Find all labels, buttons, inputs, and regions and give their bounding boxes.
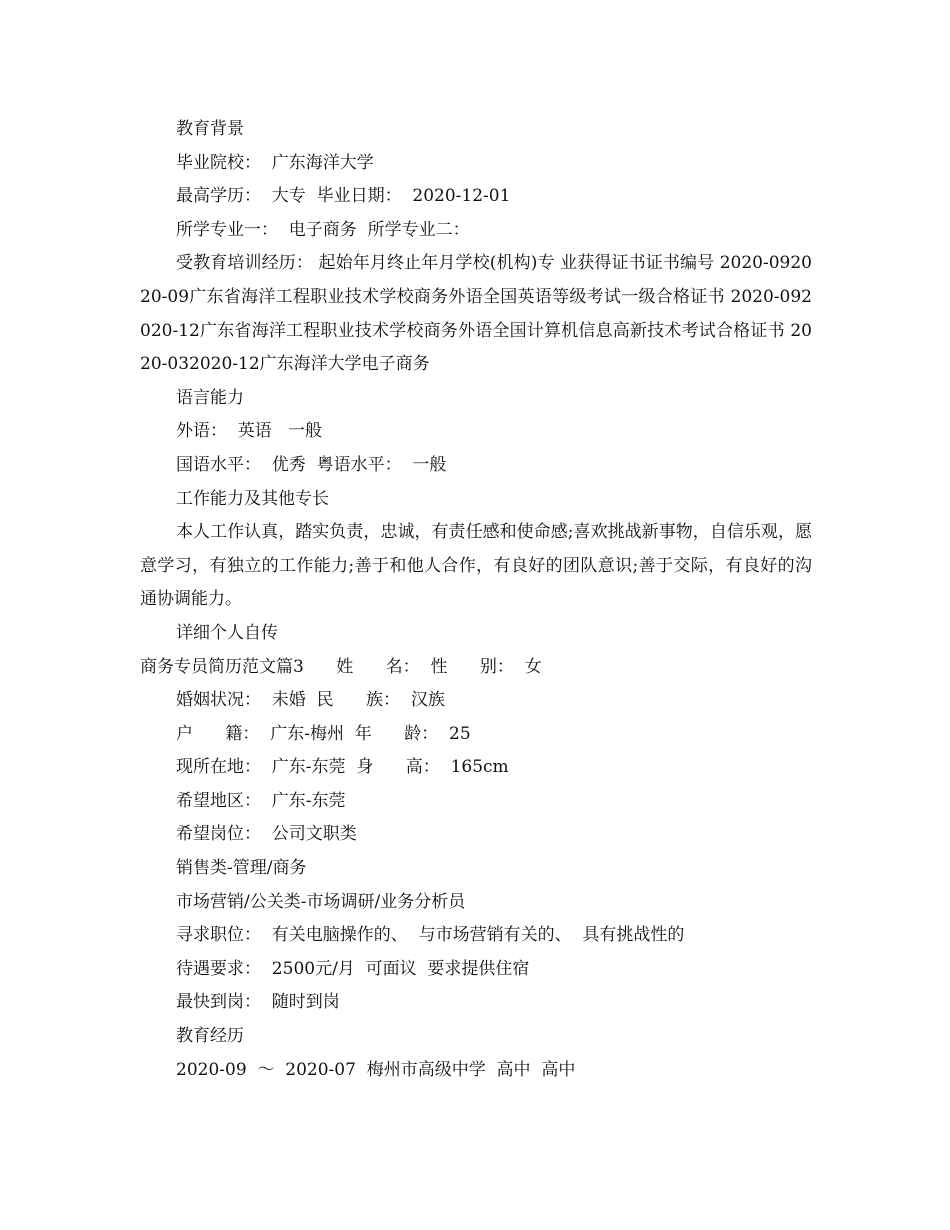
section-heading-education-history: 教育经历 [176,1026,244,1047]
section-heading-personal-statement: 详细个人自传 [176,622,278,643]
desired-region-line: 希望地区： 广东-东莞 [176,790,346,811]
education-history-entry: 2020-09 ～ 2020-07 梅州市高级中学 高中 高中 [176,1059,576,1080]
current-location-line: 现所在地： 广东-东莞 身 高： 165cm [176,757,509,778]
resume-content [140,113,812,1087]
availability-line: 最快到岗： 随时到岗 [176,992,340,1013]
job-seeking-line: 寻求职位： 有关电脑操作的、 与市场营销有关的、 具有挑战性的 [176,925,685,946]
highest-degree-line: 最高学历： 大专 毕业日期： 2020-12-01 [176,186,511,207]
self-evaluation-paragraph: 本人工作认真，踏实负责，忠诚，有责任感和使命感;喜欢挑战新事物，自信乐观，愿意学习，有独立的工作能力;善于和他人合作，有良好的团队意识;善于交际，有良好的沟通协调能力。 [140,522,812,610]
position-category-sales-line: 销售类-管理/商务 [176,858,307,879]
household-registration-line: 户 籍： 广东-梅州 年 龄： 25 [176,723,471,744]
training-experience-paragraph: 受教育培训经历： 起始年月终止年月学校(机构)专 业获得证书证书编号 2020-092020-09广东省海洋工程职业技术学校商务外语全国英语等级考试一级合格证书 2020-092020-12广东省海洋工程职业技术学校商务外语全国计算机信息高新技术考试合格证书 2020-032020-12广东海洋大学电子商务 [140,253,812,375]
desired-position-line: 希望岗位： 公司文职类 [176,824,357,845]
position-category-marketing-line: 市场营销/公关类-市场调研/业务分析员 [176,891,466,912]
salary-requirement-line: 待遇要求： 2500元/月 可面议 要求提供住宿 [176,958,530,979]
marital-status-line: 婚姻状况： 未婚 民 族： 汉族 [176,690,445,711]
section-heading-language-ability: 语言能力 [176,387,244,408]
graduate-school-line: 毕业院校： 广东海洋大学 [176,152,374,173]
major-line: 所学专业一： 电子商务 所学专业二： [176,219,470,240]
dialect-level-line: 国语水平： 优秀 粤语水平： 一般 [176,454,447,475]
foreign-language-line: 外语： 英语 一般 [176,421,323,442]
resume-sample-3-title-line: 商务专员简历范文篇3 姓 名： 性 别： 女 [140,656,542,677]
section-heading-work-ability: 工作能力及其他专长 [176,488,329,509]
section-heading-education-background: 教育背景 [176,119,244,139]
